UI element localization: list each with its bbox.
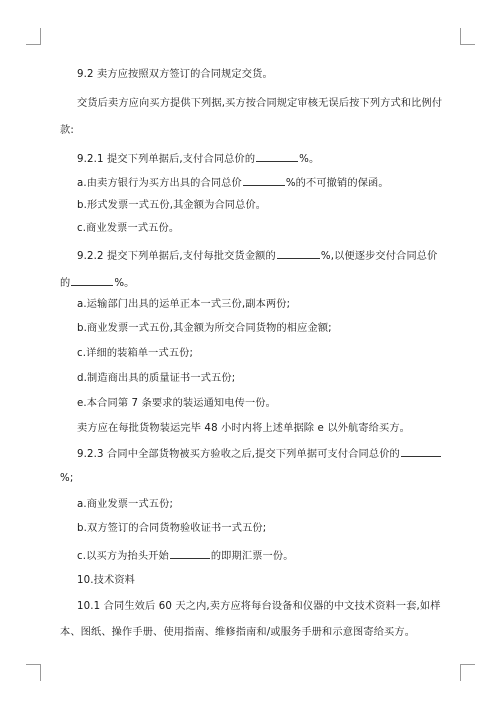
- section-10-heading: [77, 574, 135, 588]
- list-item: [77, 498, 173, 512]
- clause-9-2-heading: [77, 68, 273, 82]
- text: a.由卖方银行为买方出具的合同总价: [77, 178, 242, 189]
- list-item: [77, 372, 235, 386]
- fill-in-blank[interactable]: [71, 275, 113, 286]
- text: 9.2.2 提交下列单据后,支付每批交货金额的: [77, 251, 276, 262]
- text: 的: [60, 278, 71, 289]
- text: %的不可撤销的保函。: [285, 178, 389, 189]
- text: %。: [114, 278, 135, 289]
- text: %。: [299, 154, 320, 165]
- text: 交货后卖方应向买方提供下列据,买方按合同规定审核无误后按下列方式和比例付: [77, 98, 443, 109]
- text: 款:: [60, 125, 74, 136]
- text: 9.2.3 合同中全部货物被买方验收之后,提交下列单据可支付合同总价的: [77, 449, 400, 460]
- text: b.双方签订的合同货物验收证书一式五份;: [77, 523, 267, 534]
- text: d.制造商出具的质量证书一式五份;: [77, 373, 236, 384]
- text: c.商业发票一式五份。: [77, 223, 180, 234]
- crop-mark-top-right: [460, 28, 475, 45]
- clause-9-2-3: [77, 446, 442, 462]
- text: 9.2 卖方应按照双方签订的合同规定交货。: [77, 69, 273, 80]
- crop-mark-bottom-left: [26, 664, 41, 681]
- list-item: [77, 298, 290, 312]
- fill-in-blank[interactable]: [170, 548, 210, 559]
- clause-9-2-2: [77, 248, 437, 264]
- list-item: [77, 347, 193, 361]
- list-item: [77, 548, 294, 564]
- text: a.商业发票一式五份;: [77, 499, 174, 510]
- paragraph-line: [60, 472, 73, 486]
- fill-in-blank[interactable]: [401, 446, 441, 457]
- text: 卖方应在每批货物装运完毕 48 小时内将上述单据除 e 以外航寄给买方。: [77, 423, 411, 434]
- paragraph-line: [60, 275, 135, 291]
- fill-in-blank[interactable]: [256, 151, 298, 162]
- paragraph-line: [77, 422, 410, 436]
- text: b.商业发票一式五份,其金额为所交合同货物的相应金额;: [77, 323, 332, 334]
- text: e.本合同第 7 条要求的装运通知电传一份。: [77, 398, 276, 409]
- paragraph-line: [77, 97, 442, 111]
- paragraph-line: [60, 124, 74, 138]
- list-item: [77, 397, 276, 411]
- text: 10.1 合同生效后 60 天之内,卖方应将每台设备和仪器的中文技术资料一套,如样: [77, 601, 441, 612]
- paragraph-line: [60, 626, 415, 640]
- crop-mark-top-left: [26, 28, 41, 45]
- list-item: [77, 175, 389, 191]
- text: 10.技术资料: [77, 575, 136, 586]
- text: %,以便逐步交付合同总价: [320, 251, 438, 262]
- text: b.形式发票一式五份,其金额为合同总价。: [77, 200, 267, 211]
- crop-mark-bottom-right: [460, 664, 475, 681]
- clause-10-1: [77, 600, 441, 614]
- text: 9.2.1 提交下列单据后,支付合同总价的: [77, 154, 256, 165]
- text: a.运输部门出具的运单正本一式三份,副本两份;: [77, 299, 291, 310]
- text: 的即期汇票一份。: [210, 551, 294, 562]
- list-item: [77, 522, 266, 536]
- text: 本、图纸、操作手册、使用指南、维修指南和/或服务手册和示意图寄给买方。: [60, 627, 416, 638]
- list-item: [77, 322, 332, 336]
- clause-9-2-1: [77, 151, 319, 167]
- text: c.详细的装箱单一式五份;: [77, 348, 194, 359]
- text: c.以买方为抬头开始: [77, 551, 169, 562]
- list-item: [77, 222, 179, 236]
- list-item: [77, 199, 266, 213]
- text: %;: [60, 473, 74, 484]
- fill-in-blank[interactable]: [277, 248, 320, 259]
- fill-in-blank[interactable]: [243, 175, 285, 186]
